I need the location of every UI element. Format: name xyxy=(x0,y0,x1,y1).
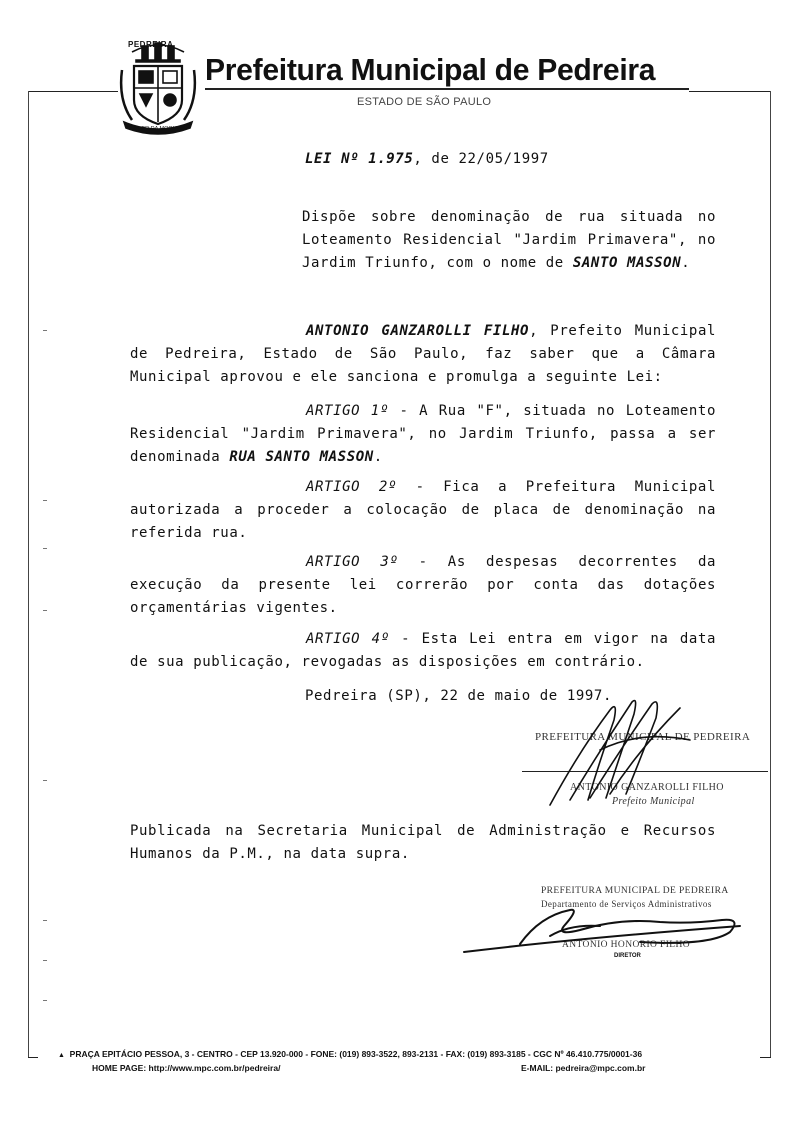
frame-top-left xyxy=(28,91,118,92)
mayor-name: ANTONIO GANZAROLLI FILHO xyxy=(306,323,530,339)
frame-right xyxy=(770,91,771,1057)
crest-top-text: PEDREIRA xyxy=(128,40,174,49)
ementa-name: SANTO MASSON xyxy=(572,255,682,271)
frame-left xyxy=(28,91,29,1057)
state-subtitle: ESTADO DE SÃO PAULO xyxy=(357,96,492,108)
page-title: Prefeitura Municipal de Pedreira xyxy=(205,52,656,87)
stamp2-department: Departamento de Serviços Administrativos xyxy=(541,899,712,909)
stamp1-name: ANTONIO GANZAROLLI FILHO xyxy=(570,782,724,793)
preamble-text: , Prefeito Municipal de Pedreira, Estado de São Paulo, faz saber que a Câmara Municipal aprovou e ele sanciona e promulga a seguinte Lei: xyxy=(130,323,716,385)
ementa: Dispõe sobre denominação de rua situada no Loteamento Residencial "Jardim Primavera", no Jardim Triunfo, com o nome de SANTO MASSON. xyxy=(302,209,716,271)
director-signature-icon xyxy=(460,896,750,966)
stamp2-role: DIRETOR xyxy=(614,953,641,959)
coat-of-arms-icon xyxy=(118,40,198,140)
title-underline xyxy=(205,88,689,90)
article-label: ARTIGO 3º xyxy=(306,554,399,570)
closing-date: Pedreira (SP), 22 de maio de 1997. xyxy=(305,688,612,704)
law-number: LEI Nº 1.975 xyxy=(305,151,414,167)
stamp2-name: ANTONIO HONORIO FILHO xyxy=(562,940,691,950)
stamp1-role: Prefeito Municipal xyxy=(612,796,695,807)
footer-address: ▲ PRAÇA EPITÁCIO PESSOA, 3 - CENTRO - CEP 13.920-000 - FONE: (019) 893-3522, 893-2131 - FAX: (019) 893-3185 - CGC Nº 46.410.775/0001-36 xyxy=(58,1049,643,1059)
footer-homepage: HOME PAGE: http://www.mpc.com.br/pedreira/ xyxy=(92,1063,281,1073)
article-1: ARTIGO 1º - A Rua "F", situada no Loteamento Residencial "Jardim Primavera", no Jardim Triunfo, passa a ser denominada RUA SANTO MASSON. xyxy=(130,403,716,465)
ementa-text: Dispõe sobre denominação de rua situada no Loteamento Residencial "Jardim Primavera", no Jardim Triunfo, com o nome de xyxy=(302,209,716,271)
law-date: , de 22/05/1997 xyxy=(413,151,549,167)
publication-note: Publicada na Secretaria Municipal de Administração e Recursos Humanos da P.M., na data supra. xyxy=(130,823,716,862)
frame-top-right xyxy=(689,91,771,92)
footer-email: E-MAIL: pedreira@mpc.com.br xyxy=(521,1063,646,1073)
stamp1-header: PREFEITURA MUNICIPAL DE PEDREIRA xyxy=(535,731,751,743)
mayor-signature-icon xyxy=(540,690,700,810)
crest-bottom-text: FLOR DA MOGIANA xyxy=(134,126,186,132)
article-3: ARTIGO 3º - As despesas decorrentes da execução da presente lei correrão por conta das dotações orçamentárias vigentes. xyxy=(130,554,716,616)
law-heading xyxy=(305,151,549,167)
article-label: ARTIGO 1º xyxy=(306,403,389,419)
article-label: ARTIGO 4º xyxy=(306,631,390,647)
article-label: ARTIGO 2º xyxy=(306,479,397,495)
stamp2-header: PREFEITURA MUNICIPAL DE PEDREIRA xyxy=(541,886,729,896)
article-4: ARTIGO 4º - Esta Lei entra em vigor na data de sua publicação, revogadas as disposições em contrário. xyxy=(130,631,716,670)
article-2: ARTIGO 2º - Fica a Prefeitura Municipal autorizada a proceder a colocação de placa de denominação na referida rua. xyxy=(130,479,716,541)
preamble xyxy=(130,320,716,389)
street-name: RUA SANTO MASSON xyxy=(229,449,374,465)
